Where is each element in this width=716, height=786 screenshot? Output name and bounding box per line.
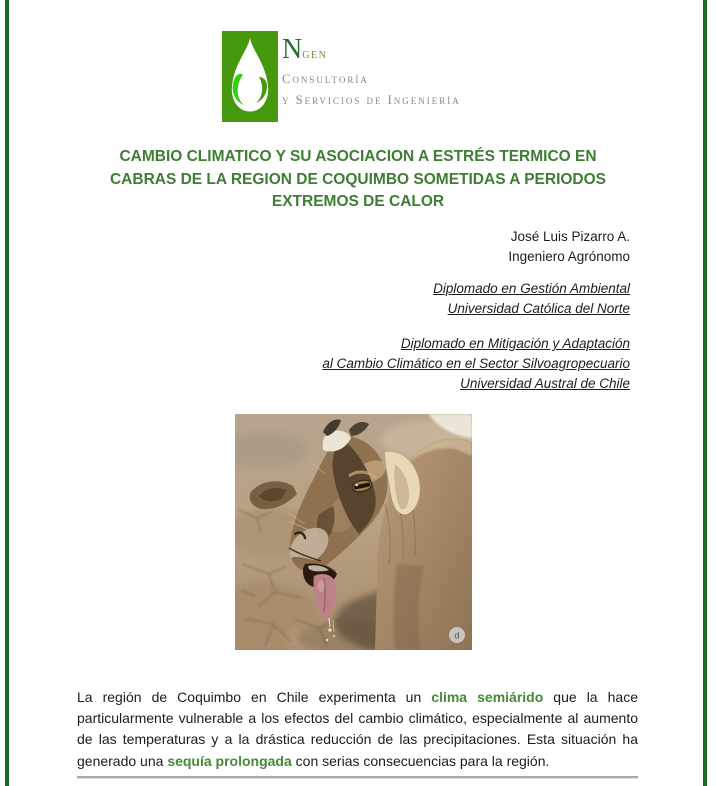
goat-photo [235,414,472,650]
title-line-3: EXTREMOS DE CALOR [271,193,445,210]
credential-1-line-2: Universidad Católica del Norte [447,301,630,316]
document-title [40,146,676,214]
credential-1-line-1: Diplomado en Gestión Ambiental [433,281,630,296]
credential-1 [322,279,630,319]
credential-2-line-3: Universidad Austral de Chile [460,376,630,391]
brand-rest: gen [302,47,328,62]
author-role: Ingeniero Agrónomo [508,249,630,264]
section-divider-rule [77,776,638,779]
paragraph-text: con serias consecuencias para la región. [291,752,550,769]
paragraph-text: La región de Coquimbo en Chile experimenta un [77,689,432,705]
author-name: José Luis Pizarro A. [510,229,630,244]
credential-2-line-2: al Cambio Climático en el Sector Silvoagropecuario [322,356,630,371]
credential-2 [322,334,630,394]
photo-watermark-icon [449,627,465,643]
company-logo [222,31,461,122]
page-border-right [703,0,707,786]
logo-tagline-2: y Servicios de Ingeniería [282,93,461,107]
brand-name [282,34,461,68]
intro-paragraph [77,687,638,772]
title-line-2: CABRAS DE LA REGION DE COQUIMBO SOMETIDAS A PERIODOS [109,170,607,188]
brand-initial: N [282,34,303,65]
svg-text:d: d [454,630,460,641]
author-block [322,227,630,394]
credential-2-line-1: Diplomado en Mitigación y Adaptación [400,336,630,351]
highlight-clima-semiarido: clima semiárido [431,689,544,705]
logo-tagline-1: Consultoría [282,72,369,86]
paragraph-text: que la hace particularmente vulnerable a los efectos del cambio climático, especialmente al aumento de las temperaturas y a la drástica reducción de las precipitaciones. Esta situación ha generado una [77,689,638,769]
logo-text [282,31,461,122]
highlight-sequia-prolongada: sequía prolongada [167,752,292,769]
title-line-1: CAMBIO CLIMATICO Y SU ASOCIACION A ESTRÉS TERMICO EN [119,148,597,165]
water-drop-logo-icon [222,31,278,122]
page-border-left [5,0,9,786]
